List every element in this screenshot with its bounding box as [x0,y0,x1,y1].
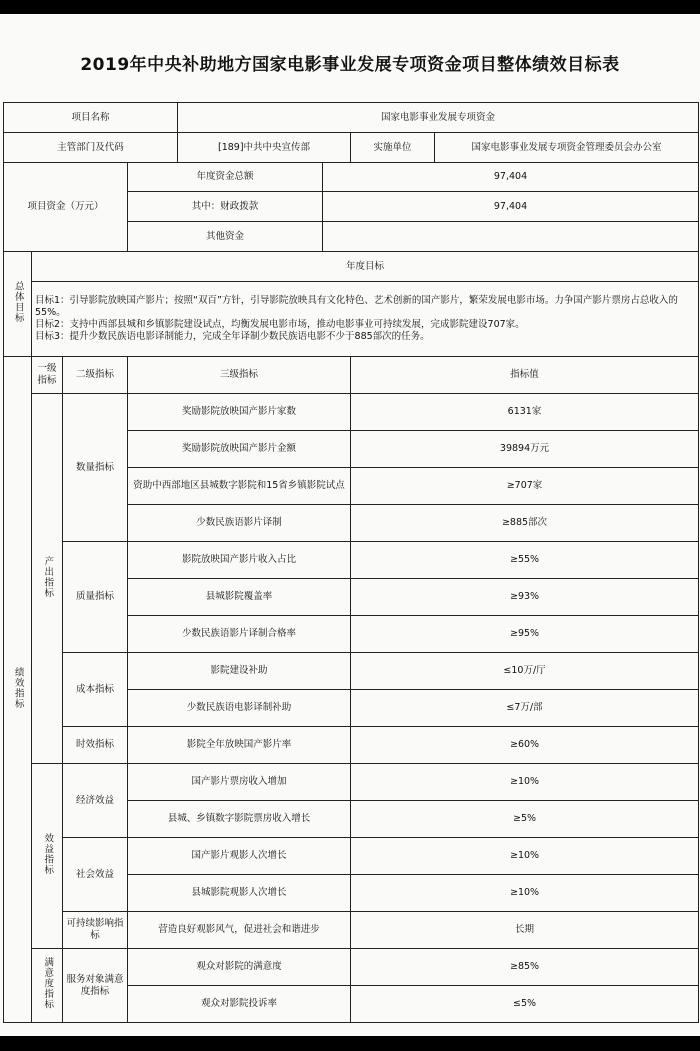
level1-cell [32,394,63,764]
level3-label: 国产影片观影人次增长 [128,838,351,875]
indicator-row [4,394,699,431]
indicator-value: ≤5% [351,986,699,1023]
header-value: 指标值 [351,357,699,394]
project-name-value: 国家电影事业发展专项资金 [178,103,699,133]
indicator-value: ≤7万/部 [351,690,699,727]
annual-goals [32,282,699,357]
indicator-value: ≥55% [351,542,699,579]
indicator-value: ≥60% [351,727,699,764]
goal-1: 目标1：引导影院放映国产影片；按照“双百”方针，引导影院放映具有文化特色、艺术创新的国产影片，繁荣发展电影市场。力争国产影片票房占总收入的55%。 [35,295,678,319]
level2-label: 成本指标 [63,653,128,727]
perf-indicators-label: 绩效指标 [4,357,32,1023]
level2-label: 数量指标 [63,394,128,542]
indicator-value: ≥10% [351,838,699,875]
indicator-row [4,653,699,690]
level3-label: 观众对影院的满意度 [128,949,351,986]
level3-label: 影院建设补助 [128,653,351,690]
funds-label: 项目资金（万元） [4,163,128,252]
level2-label: 经济效益 [63,764,128,838]
level2-label: 质量指标 [63,542,128,653]
indicator-value: 长期 [351,912,699,949]
level2-label: 社会效益 [63,838,128,912]
indicator-value: ≥5% [351,801,699,838]
level2-label: 时效指标 [63,727,128,764]
level3-label: 县城影院观影人次增长 [128,875,351,912]
indicator-value: ≥885部次 [351,505,699,542]
level3-label: 少数民族语影片译制 [128,505,351,542]
level3-label: 奖励影院放映国产影片家数 [128,394,351,431]
indicator-row [4,542,699,579]
indicator-value: ≥85% [351,949,699,986]
project-name-label: 项目名称 [4,103,178,133]
indicator-value: ≥95% [351,616,699,653]
indicator-row [4,764,699,801]
level3-label: 影院放映国产影片收入占比 [128,542,351,579]
document-page [0,14,700,1036]
dept-label: 主管部门及代码 [4,133,178,163]
level2-label: 可持续影响指标 [63,912,128,949]
level1-label: 产出指标 [42,555,54,598]
indicator-value: ≥10% [351,764,699,801]
funds-fiscal-value: 97,404 [323,192,699,222]
funds-total-label: 年度资金总额 [128,163,323,192]
header-level2: 二级指标 [63,357,128,394]
funds-other-value [323,222,699,252]
indicator-value: ≥93% [351,579,699,616]
level3-label: 县城、乡镇数字影院票房收入增长 [128,801,351,838]
indicator-value: 6131家 [351,394,699,431]
goal-3: 目标3：提升少数民族语电影译制能力，完成全年译制少数民族语电影不少于885部次的任务。 [35,330,430,342]
annual-goal-header: 年度目标 [32,252,699,282]
level1-cell [32,764,63,949]
impl-value: 国家电影事业发展专项资金管理委员会办公室 [435,133,699,163]
funds-fiscal-label: 其中：财政拨款 [128,192,323,222]
level3-label: 少数民族语影片译制合格率 [128,616,351,653]
level3-label: 少数民族语电影译制补助 [128,690,351,727]
indicator-row [4,912,699,949]
level3-label: 奖励影院放映国产影片金额 [128,431,351,468]
document-title: 2019年中央补助地方国家电影事业发展专项资金项目整体绩效目标表 [80,55,620,75]
indicator-row [4,949,699,986]
overall-goal-label: 总体目标 [4,252,32,357]
indicator-row [4,727,699,764]
dept-value: [189]中共中央宣传部 [178,133,351,163]
funds-total-value: 97,404 [323,163,699,192]
impl-label: 实施单位 [351,133,435,163]
indicator-value: 39894万元 [351,431,699,468]
performance-table [3,102,699,1023]
level1-label: 满意度指标 [42,957,54,1010]
level3-label: 县城影院覆盖率 [128,579,351,616]
level2-label: 服务对象满意度指标 [63,949,128,1023]
level3-label: 观众对影院投诉率 [128,986,351,1023]
level1-cell [32,949,63,1023]
level1-label: 效益指标 [42,833,54,876]
indicator-value: ≤10万/厅 [351,653,699,690]
header-level1: 一级指标 [32,357,63,394]
indicator-value: ≥707家 [351,468,699,505]
level3-label: 国产影片票房收入增加 [128,764,351,801]
indicator-row [4,838,699,875]
level3-label: 营造良好观影风气，促进社会和谐进步 [128,912,351,949]
level3-label: 影院全年放映国产影片率 [128,727,351,764]
indicator-value: ≥10% [351,875,699,912]
funds-other-label: 其他资金 [128,222,323,252]
goal-2: 目标2：支持中西部县城和乡镇影院建设试点，均衡发展电影市场，推动电影事业可持续发展，完成影院建设707家。 [35,319,525,330]
level3-label: 资助中西部地区县城数字影院和15省乡镇影院试点 [128,468,351,505]
header-level3: 三级指标 [128,357,351,394]
